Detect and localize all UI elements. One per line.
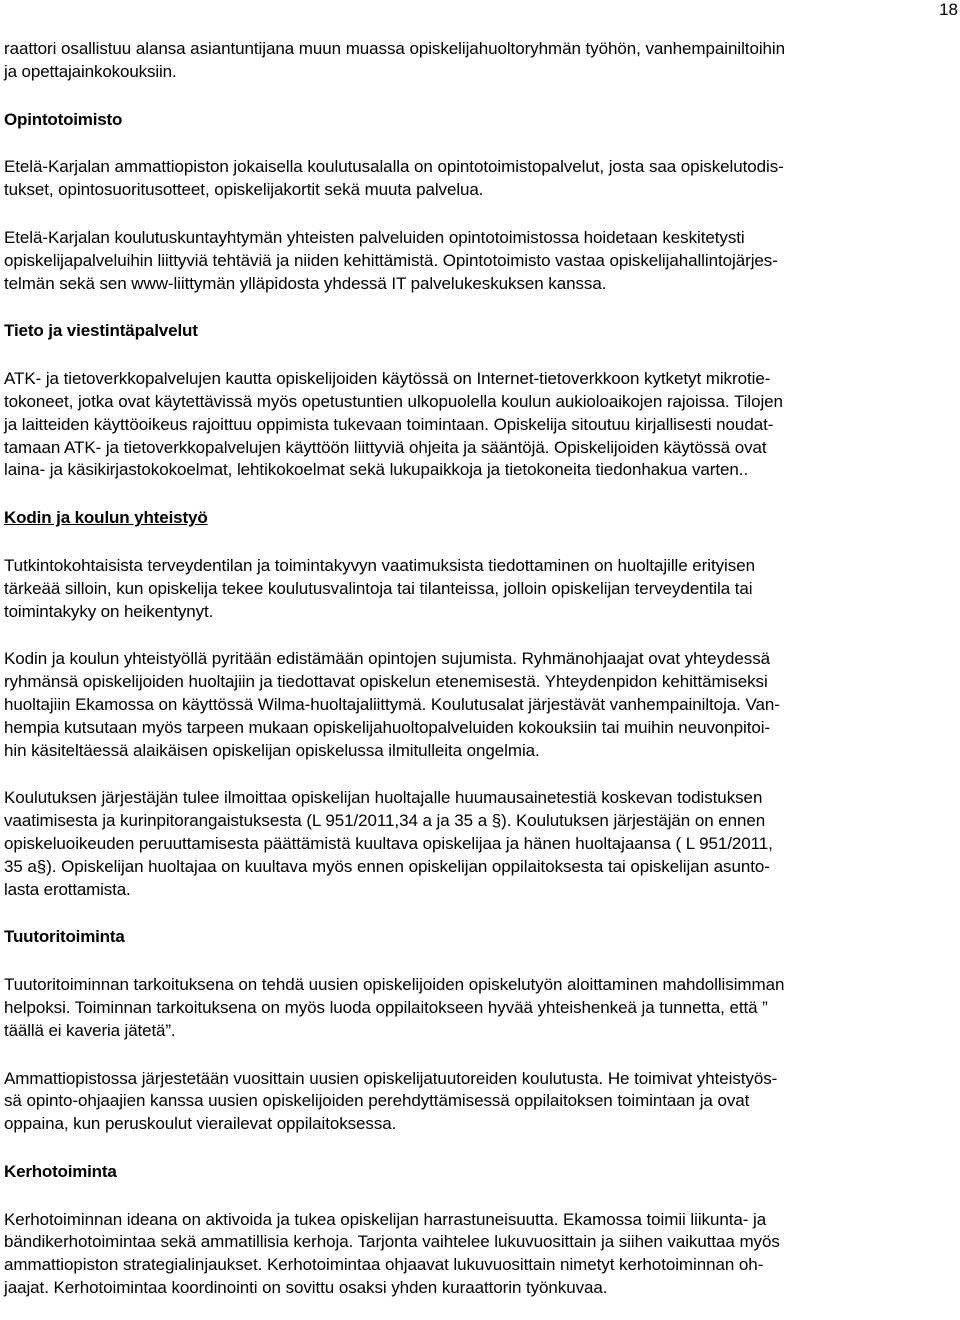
paragraph-line: Etelä-Karjalan ammattiopiston jokaisella koulutusalalla on opintotoimistopalvelut, josta saa opiskelutodis- bbox=[4, 157, 784, 177]
paragraph-gap bbox=[4, 84, 956, 109]
paragraph bbox=[4, 974, 956, 1042]
paragraph-gap bbox=[4, 762, 956, 787]
paragraph-line: tokoneet, jotka ovat käytettävissä myös opetustuntien ulkopuolella koulun aukioloaikojen rajoissa. Tilojen bbox=[4, 391, 783, 411]
heading-text: Tieto ja viestintäpalvelut bbox=[4, 321, 198, 341]
paragraph-line: ATK- ja tietoverkkopalvelujen kautta opiskelijoiden käytössä on Internet-tietoverkkoon kytketyt mikrotie- bbox=[4, 369, 771, 389]
heading-text: Opintotoimisto bbox=[4, 109, 123, 129]
heading-text: Kodin ja koulun yhteistyö bbox=[4, 508, 208, 528]
paragraph bbox=[4, 648, 956, 762]
paragraph bbox=[4, 156, 956, 202]
paragraph-line: tukset, opintosuoritusotteet, opiskelijakortit sekä muuta palvelua. bbox=[4, 180, 484, 200]
paragraph-line: opiskelijapalveluihin liittyviä tehtäviä ja niiden kehittämistä. Opintotoimisto vastaa opiskelijahallintojärjes- bbox=[4, 250, 778, 270]
paragraph-line: Etelä-Karjalan koulutuskuntayhtymän yhteisten palveluiden opintotoimistossa hoidetaan keskitetysti bbox=[4, 227, 745, 247]
paragraph-line: huoltajiin Ekamossa on käyttössä Wilma-huoltajaliittymä. Koulutusalat järjestävät vanhempainiltoja. Van- bbox=[4, 694, 780, 714]
paragraph-line: sä opinto-ohjaajien kanssa uusien opiskelijoiden perehdyttämisessä oppilaitoksen toimintaan ja ovat bbox=[4, 1091, 750, 1111]
paragraph-gap bbox=[4, 295, 956, 320]
paragraph bbox=[4, 38, 956, 84]
section-heading bbox=[4, 109, 956, 132]
paragraph-line: vaatimisesta ja kurinpitorangaistuksesta (L 951/2011,34 a ja 35 a §). Koulutuksen järjestäjän on ennen bbox=[4, 811, 766, 831]
paragraph-gap bbox=[4, 1184, 956, 1209]
paragraph-line: raattori osallistuu alansa asiantuntijana muun muassa opiskelijahuoltoryhmän työhön, vanhempainiltoihin bbox=[4, 39, 786, 58]
paragraph-gap bbox=[4, 1136, 956, 1161]
paragraph bbox=[4, 1209, 956, 1300]
paragraph-line: Tutkintokohtaisista terveydentilan ja toimintakyvyn vaatimuksista tiedottaminen on huoltajille erityisen bbox=[4, 555, 755, 575]
section-heading bbox=[4, 926, 956, 949]
page-number: 18 bbox=[939, 0, 958, 19]
paragraph-line: toimintakyky on heikentynyt. bbox=[4, 601, 214, 621]
paragraph-line: laina- ja käsikirjastokokoelmat, lehtikokoelmat sekä lukupaikkoja ja tietokoneita tiedonhakua varten.. bbox=[4, 460, 749, 480]
paragraph-line: oppaina, kun peruskoulut vierailevat oppilaitoksessa. bbox=[4, 1114, 397, 1134]
paragraph-line: tärkeää silloin, kun opiskelija tekee koulutusvalintoja tai tilanteissa, jolloin opiskelijan terveydentila tai bbox=[4, 578, 753, 598]
paragraph-line: bändikerhotoimintaa sekä ammatillisia kerhoja. Tarjonta vaihtelee lukuvuosittain ja siihen vaikuttaa myös bbox=[4, 1232, 780, 1252]
paragraph-line: hempia kutsutaan myös tarpeen mukaan opiskelijahuoltopalveluiden kokouksiin tai muihin neuvonpitoi- bbox=[4, 717, 771, 737]
paragraph-line: Koulutuksen järjestäjän tulee ilmoittaa opiskelijan huoltajalle huumausainetestiä koskevan todistuksen bbox=[4, 788, 763, 808]
paragraph-gap bbox=[4, 131, 956, 156]
paragraph-line: helpoksi. Toiminnan tarkoituksena on myös luoda oppilaitokseen hyvää yhteishenkeä ja tunnetta, että ” bbox=[4, 997, 768, 1017]
paragraph-line: Kerhotoiminnan ideana on aktivoida ja tukea opiskelijan harrastuneisuutta. Ekamossa toimii liikunta- ja bbox=[4, 1209, 767, 1229]
paragraph-line: Tuutoritoiminnan tarkoituksena on tehdä uusien opiskelijoiden opiskelutyön aloittaminen mahdollisimman bbox=[4, 975, 785, 995]
paragraph-line: tamaan ATK- ja tietoverkkopalvelujen käyttöön liittyviä ohjeita ja sääntöjä. Opiskelijoiden käytössä ovat bbox=[4, 437, 767, 457]
paragraph-line: täällä ei kaveria jätetä”. bbox=[4, 1020, 176, 1040]
section-heading bbox=[4, 1161, 956, 1184]
paragraph bbox=[4, 227, 956, 295]
paragraph-gap bbox=[4, 343, 956, 368]
paragraph-line: ja laitteiden käyttöoikeus rajoittuu oppimista tukevaan toimintaan. Opiskelija sitoutuu kirjallisesti noudat- bbox=[4, 414, 774, 434]
paragraph-line: telmän sekä sen www-liittymän ylläpidosta yhdessä IT palvelukeskuksen kanssa. bbox=[4, 273, 607, 293]
paragraph-line: Kodin ja koulun yhteistyöllä pyritään edistämään opintojen sujumista. Ryhmänohjaajat ovat yhteydessä bbox=[4, 649, 771, 669]
heading-text: Kerhotoiminta bbox=[4, 1161, 117, 1181]
paragraph-gap bbox=[4, 202, 956, 227]
paragraph-line: Ammattiopistossa järjestetään vuosittain uusien opiskelijatuutoreiden koulutusta. He toimivat yhteistyös- bbox=[4, 1068, 778, 1088]
paragraph bbox=[4, 1068, 956, 1136]
section-heading bbox=[4, 320, 956, 343]
document-body bbox=[4, 38, 956, 1300]
paragraph-line: 35 a§). Opiskelijan huoltajaa on kuultava myös ennen opiskelijan oppilaitoksesta tai opiskelijan asunto- bbox=[4, 856, 770, 876]
paragraph-gap bbox=[4, 623, 956, 648]
paragraph-gap bbox=[4, 901, 956, 926]
paragraph-gap bbox=[4, 530, 956, 555]
paragraph-line: opiskeluoikeuden peruuttamisesta päättämistä kuultava opiskelijaa ja hänen huoltajaansa ( L 951/2011, bbox=[4, 833, 773, 853]
paragraph-line: jaajat. Kerhotoimintaa koordinointi on sovittu osaksi yhden kuraattorin työnkuvaa. bbox=[4, 1278, 608, 1298]
paragraph-gap bbox=[4, 482, 956, 507]
heading-text: Tuutoritoiminta bbox=[4, 927, 125, 947]
paragraph-line: ja opettajainkokouksiin. bbox=[4, 61, 177, 81]
paragraph bbox=[4, 368, 956, 482]
paragraph-line: ryhmänsä opiskelijoiden huoltajiin ja tiedottavat opiskelun etenemisestä. Yhteydenpidon kehittämiseksi bbox=[4, 672, 768, 692]
paragraph-gap bbox=[4, 949, 956, 974]
paragraph bbox=[4, 555, 956, 623]
paragraph-gap bbox=[4, 1043, 956, 1068]
section-heading bbox=[4, 507, 956, 530]
paragraph bbox=[4, 787, 956, 901]
paragraph-line: ammattiopiston strategialinjaukset. Kerhotoimintaa ohjaavat lukuvuosittain nimetyt kerhotoiminnan oh- bbox=[4, 1255, 764, 1275]
paragraph-line: hin käsiteltäessä alaikäisen opiskelijan opiskelussa ilmitulleita ongelmia. bbox=[4, 740, 540, 760]
paragraph-line: lasta erottamista. bbox=[4, 879, 131, 899]
